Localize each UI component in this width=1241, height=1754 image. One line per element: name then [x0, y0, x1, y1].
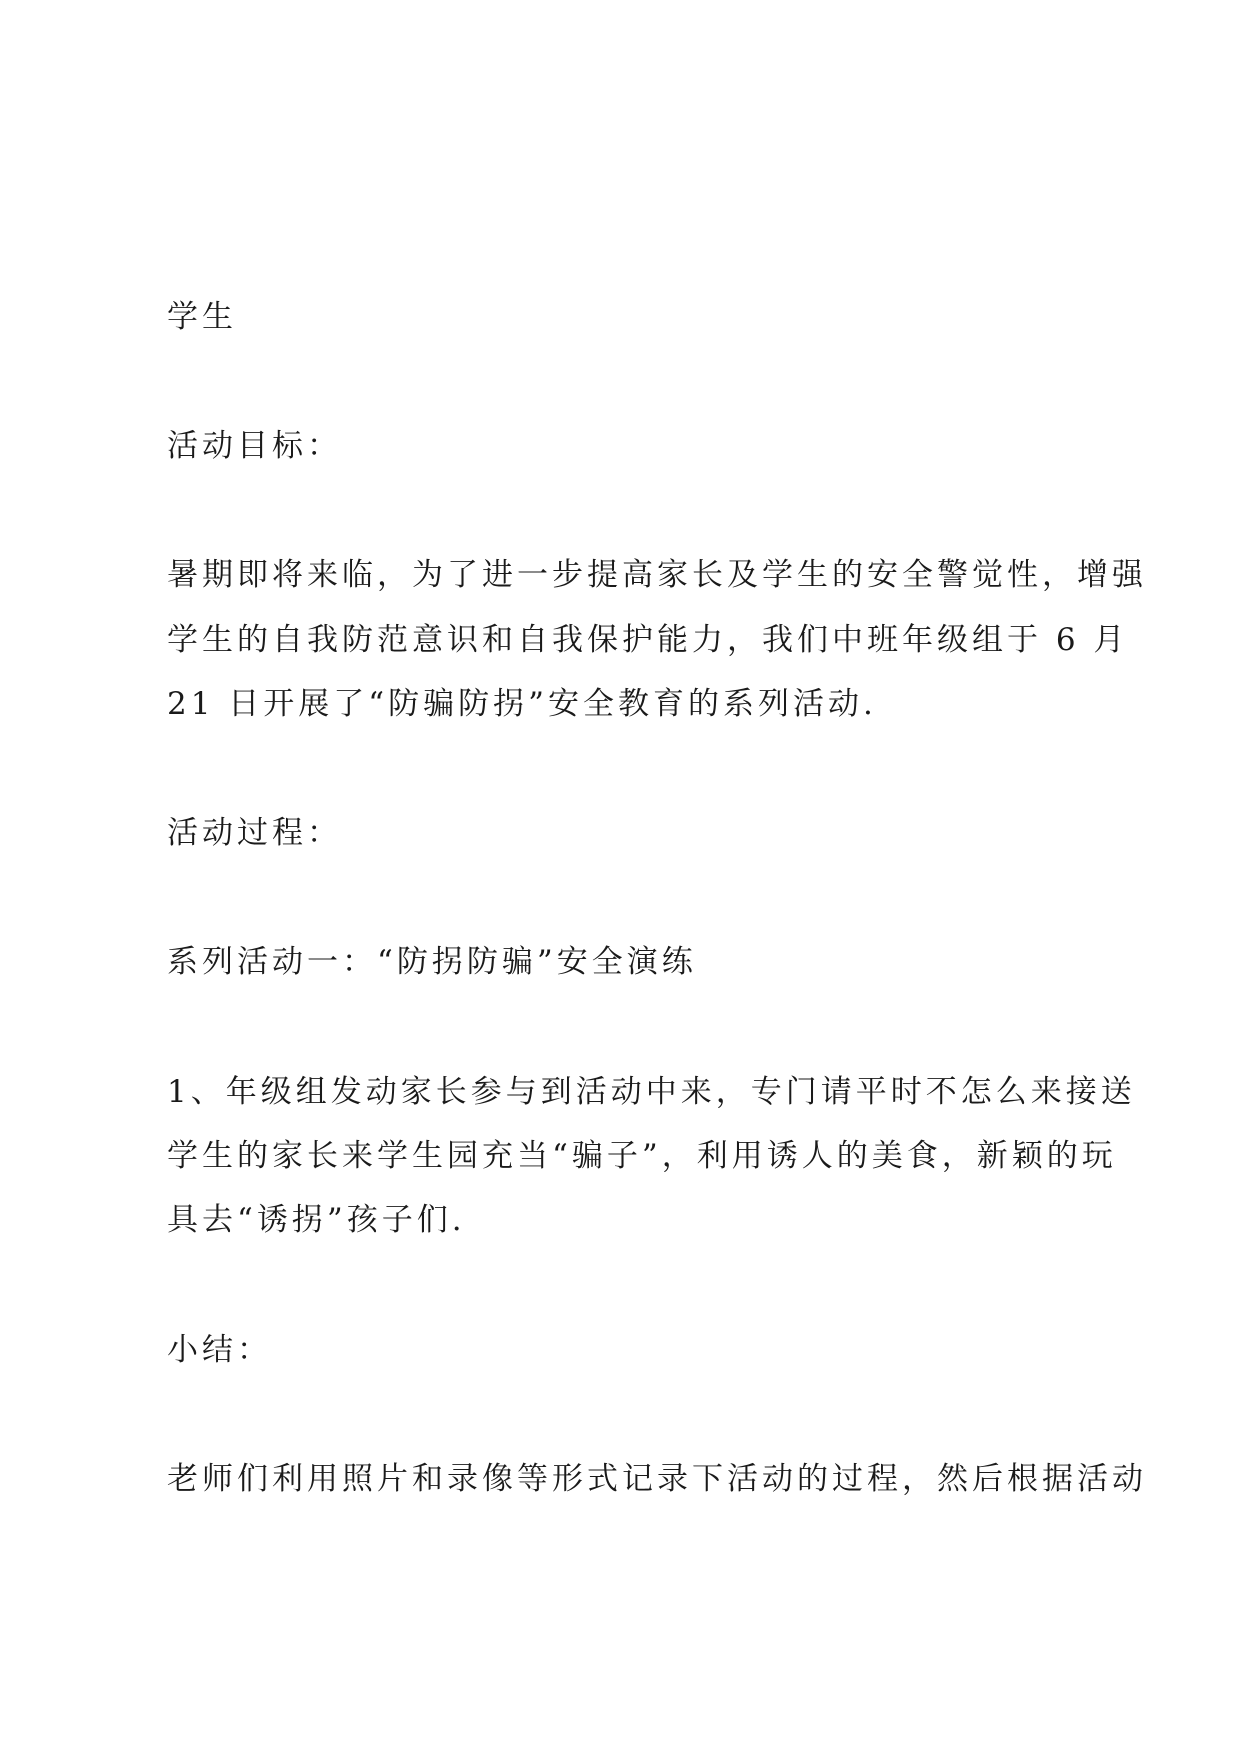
heading-activity-goal: 活动目标： — [167, 428, 342, 464]
paragraph-line: 21 日开展了“防骗防拐”安全教育的系列活动. — [167, 686, 877, 722]
paragraph-line: 暑期即将来临，为了进一步提高家长及学生的安全警觉性，增强 — [167, 557, 1147, 593]
heading-activity-process: 活动过程： — [167, 815, 342, 851]
heading-summary: 小结： — [167, 1332, 272, 1368]
paragraph-line: 学生的家长来学生园充当“骗子”，利用诱人的美食，新颖的玩 — [167, 1138, 1117, 1174]
paragraph-line: 学生的自我防范意识和自我保护能力，我们中班年级组于 6 月 — [167, 622, 1129, 658]
paragraph-line: 老师们利用照片和录像等形式记录下活动的过程，然后根据活动 — [167, 1461, 1147, 1497]
paragraph-line: 1、年级组发动家长参与到活动中来，专门请平时不怎么来接送 — [167, 1074, 1136, 1110]
paragraph-line: 具去“诱拐”孩子们. — [167, 1202, 466, 1238]
heading-series-activity-one: 系列活动一：“防拐防骗”安全演练 — [167, 944, 697, 980]
text-line-subject: 学生 — [167, 299, 237, 335]
